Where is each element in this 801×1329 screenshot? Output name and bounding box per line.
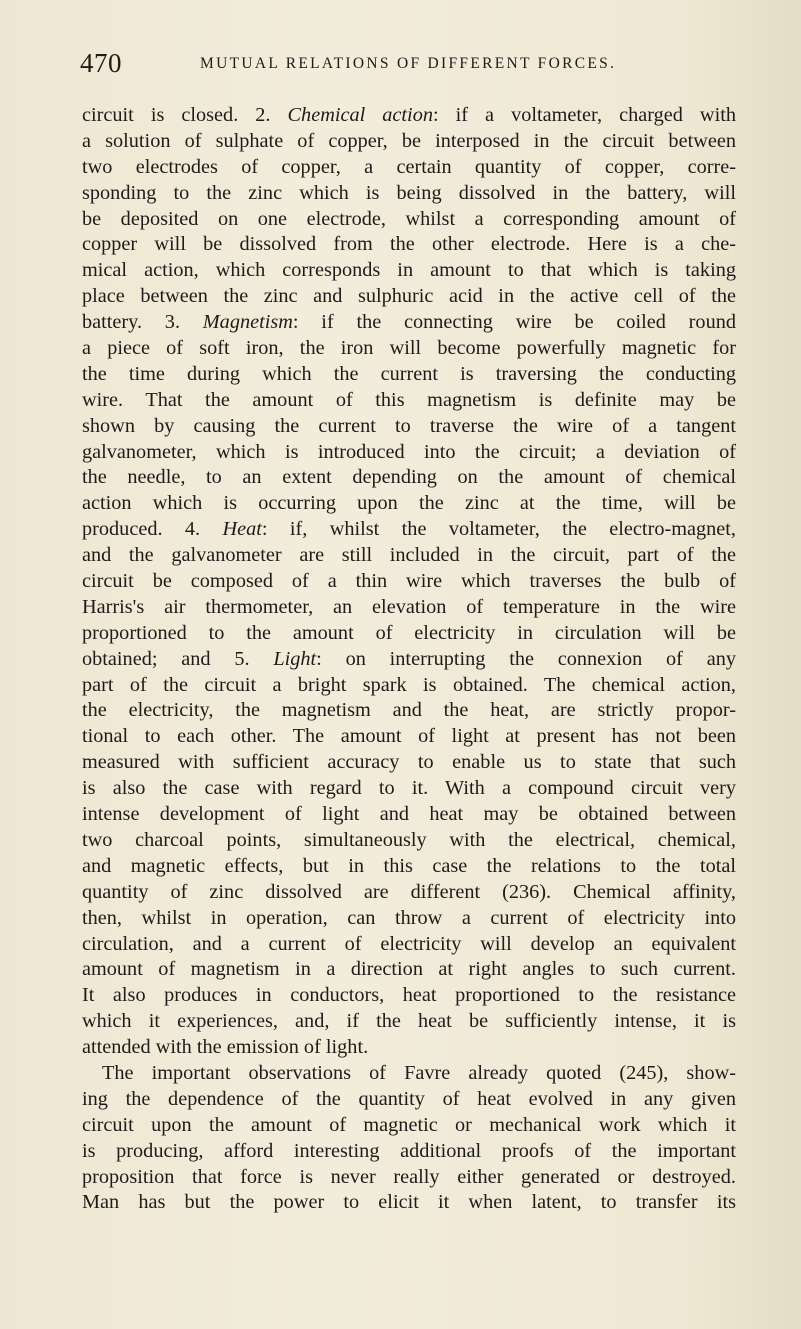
text-run: and magnetic effects, but in this case the relations to the total xyxy=(82,854,736,877)
text-line xyxy=(82,491,736,517)
text-run: obtained; and 5. xyxy=(82,647,274,670)
text-line xyxy=(82,595,736,621)
text-line xyxy=(82,181,736,207)
text-line xyxy=(82,1087,736,1113)
text-line xyxy=(82,1061,736,1087)
text-line xyxy=(82,957,736,983)
italic-term: Magnetism xyxy=(202,311,293,334)
text-line xyxy=(82,802,736,828)
text-run: the time during which the current is traversing the conducting xyxy=(82,362,736,385)
text-line xyxy=(82,1165,736,1191)
text-run: : if the connecting wire be coiled round xyxy=(292,311,736,334)
text-run: a piece of soft iron, the iron will become powerfully magnetic for xyxy=(82,337,736,360)
text-run: action which is occurring upon the zinc at the time, will be xyxy=(82,492,736,515)
text-line xyxy=(82,698,736,724)
text-line xyxy=(82,155,736,181)
body-text xyxy=(82,103,736,1216)
page-number: 470 xyxy=(80,48,122,78)
text-run: Man has but the power to elicit it when latent, to transfer its xyxy=(82,1191,736,1214)
text-line xyxy=(82,465,736,491)
text-line xyxy=(82,983,736,1009)
text-line xyxy=(82,543,736,569)
text-run: ing the dependence of the quantity of heat evolved in any given xyxy=(82,1087,736,1110)
text-line xyxy=(82,569,736,595)
text-run: a solution of sulphate of copper, be interposed in the circuit between xyxy=(82,129,736,152)
italic-term: Chemical action xyxy=(287,104,433,126)
text-run: circuit is closed. 2. xyxy=(82,104,288,126)
text-line xyxy=(82,1035,736,1061)
text-run: galvanometer, which is introduced into the circuit; a deviation of xyxy=(82,440,736,463)
text-run: battery. 3. xyxy=(82,311,203,334)
text-line xyxy=(82,932,736,958)
text-line xyxy=(82,724,736,750)
text-run: circuit be composed of a thin wire which traverses the bulb of xyxy=(82,570,736,593)
text-line xyxy=(82,362,736,388)
text-line xyxy=(82,388,736,414)
text-run: mical action, which corresponds in amount to that which is taking xyxy=(82,259,736,282)
text-run: amount of magnetism in a direction at right angles to such current. xyxy=(82,958,736,981)
text-run: circuit upon the amount of magnetic or mechanical work which it xyxy=(82,1113,736,1136)
text-run: proportioned to the amount of electricity in circulation will be xyxy=(82,621,736,644)
text-run: shown by causing the current to traverse the wire of a tangent xyxy=(82,414,736,437)
text-run: : if a voltameter, charged with xyxy=(432,104,736,126)
text-run: proposition that force is never really either generated or destroyed. xyxy=(82,1165,736,1188)
text-line xyxy=(82,776,736,802)
italic-term: Heat xyxy=(222,518,262,541)
text-run: wire. That the amount of this magnetism is definite may be xyxy=(82,388,736,411)
text-line xyxy=(82,414,736,440)
text-line xyxy=(82,1190,736,1216)
text-run: The important observations of Favre already quoted (245), show- xyxy=(102,1061,736,1084)
text-line xyxy=(82,103,736,129)
text-line xyxy=(82,129,736,155)
text-run: attended with the emission of light. xyxy=(82,1036,369,1059)
text-line xyxy=(82,880,736,906)
text-run: circulation, and a current of electricity will develop an equivalent xyxy=(82,932,736,955)
text-run: measured with sufficient accuracy to enable us to state that such xyxy=(82,751,736,774)
text-run: which it experiences, and, if the heat be sufficiently intense, it is xyxy=(82,1010,736,1033)
text-run: : if, whilst the voltameter, the electro-magnet, xyxy=(261,518,736,541)
text-line xyxy=(82,750,736,776)
text-run: part of the circuit a bright spark is obtained. The chemical action, xyxy=(82,673,736,696)
text-run: place between the zinc and sulphuric acid in the active cell of the xyxy=(82,285,736,308)
text-run: It also produces in conductors, heat proportioned to the resistance xyxy=(82,984,736,1007)
text-run: be deposited on one electrode, whilst a corresponding amount of xyxy=(82,207,736,230)
text-line xyxy=(82,621,736,647)
italic-term: Light xyxy=(273,647,317,670)
text-line xyxy=(82,1009,736,1035)
text-run: two charcoal points, simultaneously with the electrical, chemical, xyxy=(82,828,736,851)
text-line xyxy=(82,232,736,258)
text-run: tional to each other. The amount of light at present has not been xyxy=(82,725,736,748)
text-run: : on interrupting the connexion of any xyxy=(316,647,736,670)
text-line xyxy=(82,1113,736,1139)
running-title: MUTUAL RELATIONS OF DIFFERENT FORCES. xyxy=(200,55,617,72)
text-line xyxy=(82,207,736,233)
text-line xyxy=(82,647,736,673)
text-line xyxy=(82,673,736,699)
text-run: and the galvanometer are still included in the circuit, part of the xyxy=(82,544,736,567)
running-head xyxy=(80,48,730,88)
text-line xyxy=(82,854,736,880)
text-run: the needle, to an extent depending on the amount of chemical xyxy=(82,466,736,489)
text-line xyxy=(82,258,736,284)
text-run: then, whilst in operation, can throw a current of electricity into xyxy=(82,906,736,929)
text-line xyxy=(82,440,736,466)
text-run: copper will be dissolved from the other electrode. Here is a che- xyxy=(82,233,736,256)
text-run: Harris's air thermometer, an elevation of temperature in the wire xyxy=(82,595,736,618)
text-line xyxy=(82,310,736,336)
text-line xyxy=(82,828,736,854)
text-run: the electricity, the magnetism and the heat, are strictly propor- xyxy=(82,699,736,722)
text-run: intense development of light and heat may be obtained between xyxy=(82,803,736,826)
text-run: produced. 4. xyxy=(82,518,223,541)
text-run: two electrodes of copper, a certain quantity of copper, corre- xyxy=(82,155,736,178)
text-line xyxy=(82,517,736,543)
text-line xyxy=(82,336,736,362)
text-run: is producing, afford interesting additional proofs of the important xyxy=(82,1139,736,1162)
text-run: sponding to the zinc which is being dissolved in the battery, will xyxy=(82,181,736,204)
text-line xyxy=(82,1139,736,1165)
text-run: is also the case with regard to it. With a compound circuit very xyxy=(82,777,736,800)
text-line xyxy=(82,284,736,310)
text-run: quantity of zinc dissolved are different (236). Chemical affinity, xyxy=(82,880,736,903)
text-line xyxy=(82,906,736,932)
